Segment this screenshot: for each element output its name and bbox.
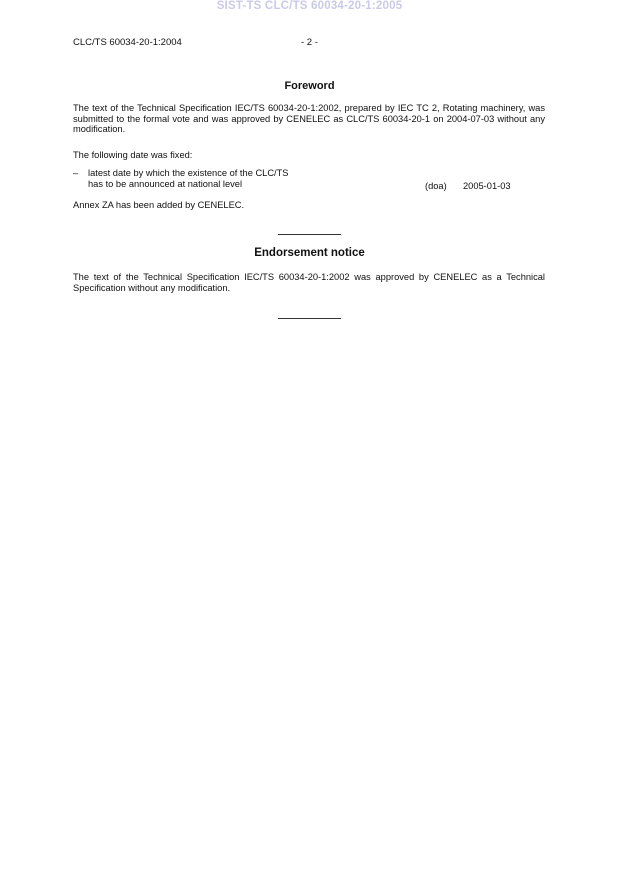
endorsement-title: Endorsement notice	[254, 247, 365, 259]
date-item-dash: –	[73, 168, 79, 178]
date-item-text-line-1: latest date by which the existence of the CLC/TS	[88, 168, 289, 178]
date-item-date: 2005-01-03	[463, 181, 511, 191]
header-document-id: CLC/TS 60034-20-1:2004	[73, 37, 182, 48]
foreword-paragraph-3: Annex ZA has been added by CENELEC.	[73, 200, 245, 210]
date-item-text-line-2: has to be announced at national level	[88, 178, 243, 189]
section-divider-1	[278, 234, 341, 235]
foreword-paragraph-1: The text of the Technical Specification IEC/TS 60034-20-1:2002, prepared by IEC TC 2, Rotating machinery, was submitted to the formal vote and was approved by CENELEC as CLC/TS 60034-20-1 on 2004-07-03 without any modification.	[73, 103, 545, 135]
foreword-paragraph-2: The following date was fixed:	[73, 150, 193, 160]
header-page-number: - 2 -	[301, 37, 318, 48]
foreword-title: Foreword	[284, 80, 335, 92]
date-item-text	[88, 168, 328, 189]
endorsement-paragraph: The text of the Technical Specification IEC/TS 60034-20-1:2002 was approved by CENELEC as a Technical Specification without any modification.	[73, 272, 545, 293]
watermark-text: SIST-TS CLC/TS 60034-20-1:2005	[216, 0, 403, 12]
section-divider-2	[278, 318, 341, 319]
date-item-code: (doa)	[425, 181, 447, 191]
